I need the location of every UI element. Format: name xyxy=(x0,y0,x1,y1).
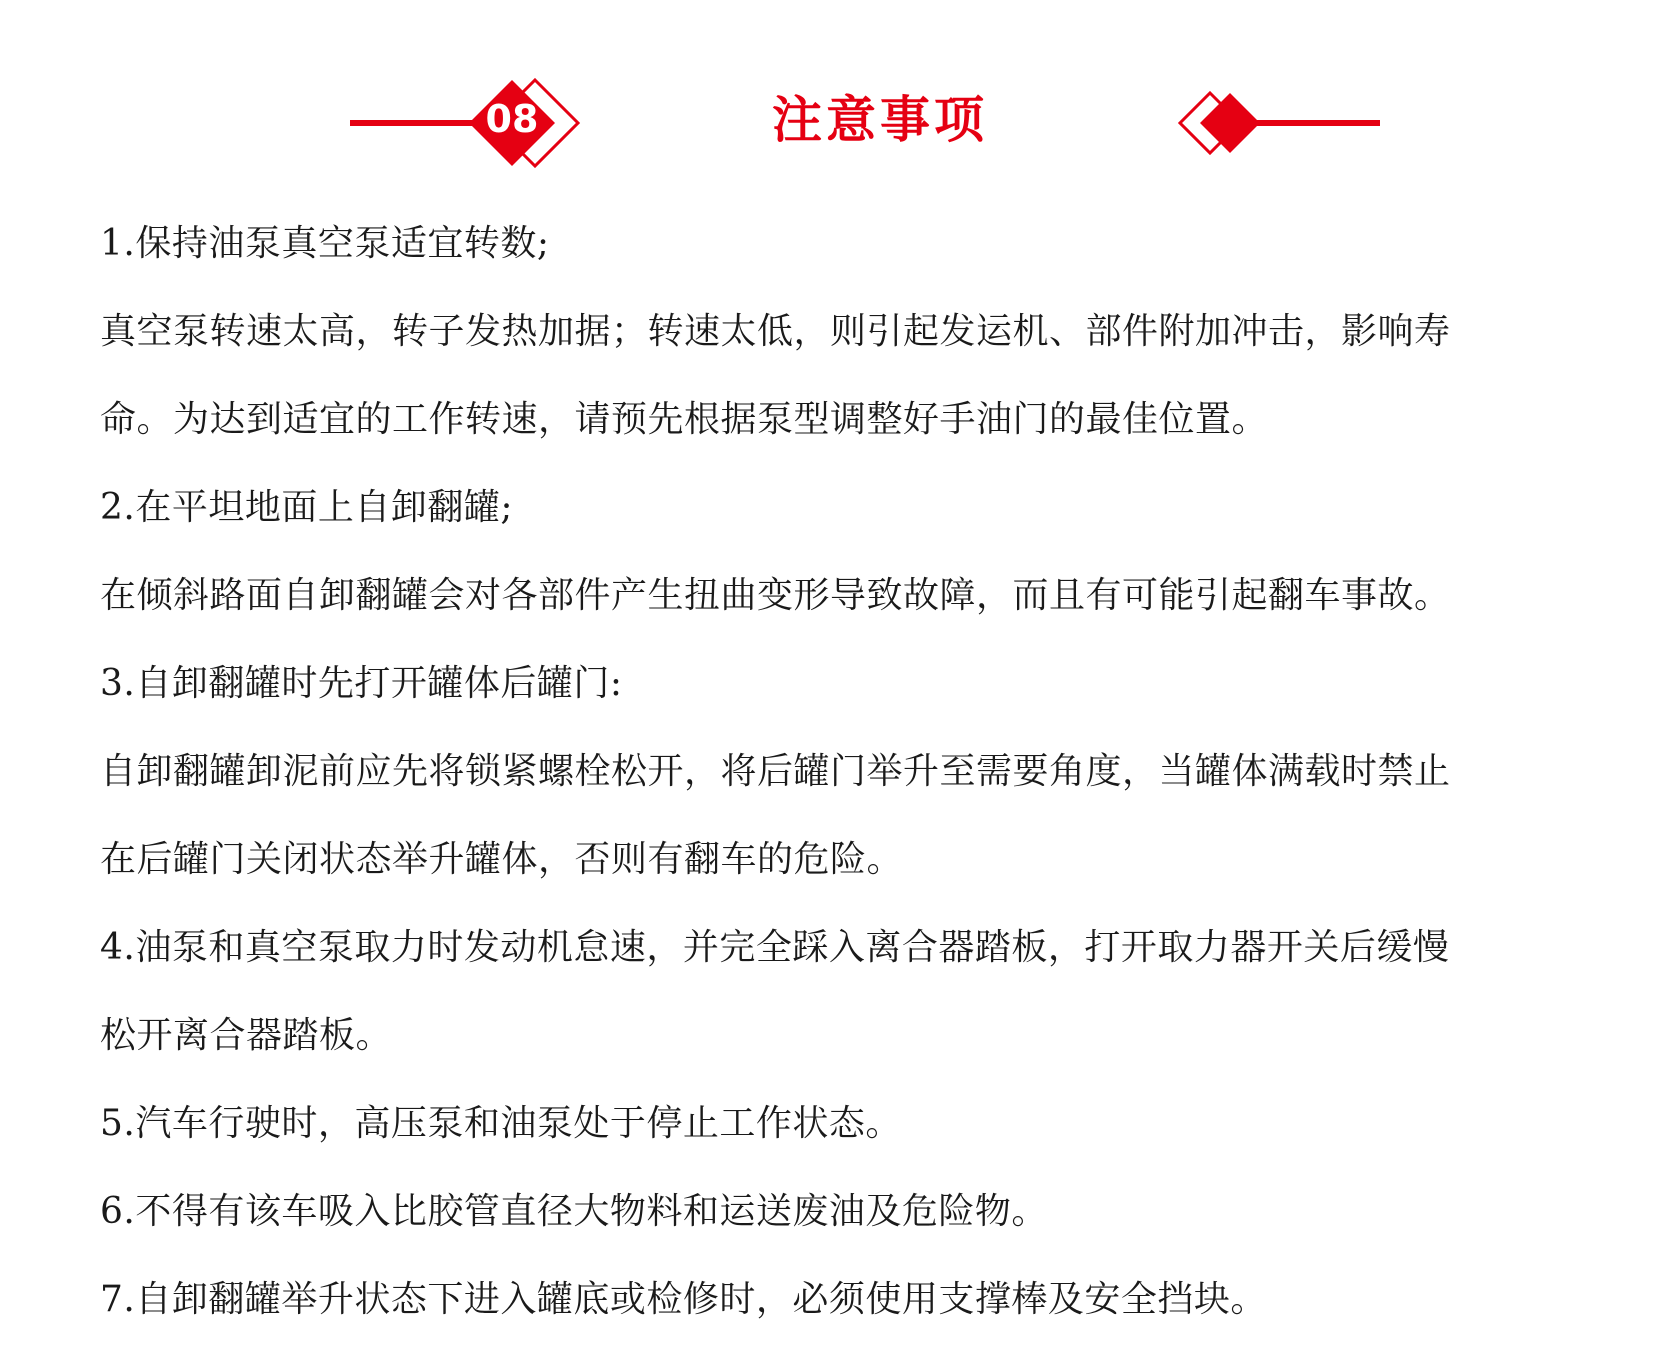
right-filled-diamond-icon xyxy=(1200,93,1260,153)
note-line: 1.保持油泵真空泵适宜转数; xyxy=(100,223,550,264)
page-title: 注意事项 xyxy=(772,91,988,149)
note-line: 3.自卸翻罐时先打开罐体后罐门: xyxy=(100,663,623,704)
note-line: 命。为达到适宜的工作转速，请预先根据泵型调整好手油门的最佳位置。 xyxy=(100,399,1269,440)
note-line: 6.不得有该车吸入比胶管直径大物料和运送废油及危险物。 xyxy=(100,1191,1048,1232)
note-line: 松开离合器踏板。 xyxy=(100,1015,393,1056)
note-line: 5.汽车行驶时，高压泵和油泵处于停止工作状态。 xyxy=(100,1103,902,1144)
note-line: 在后罐门关闭状态举升罐体，否则有翻车的危险。 xyxy=(100,839,904,880)
note-line: 真空泵转速太高，转子发热加据；转速太低，则引起发运机、部件附加冲击，影响寿 xyxy=(100,311,1451,352)
section-header xyxy=(0,0,1654,180)
section-number: 08 xyxy=(485,97,539,141)
note-line: 4.油泵和真空泵取力时发动机怠速，并完全踩入离合器踏板，打开取力器开关后缓慢 xyxy=(100,927,1450,968)
note-line: 在倾斜路面自卸翻罐会对各部件产生扭曲变形导致故障，而且有可能引起翻车事故。 xyxy=(100,575,1451,616)
notes-body xyxy=(100,200,1570,1344)
note-line: 7.自卸翻罐举升状态下进入罐底或检修时，必须使用支撑棒及安全挡块。 xyxy=(100,1279,1267,1320)
note-line: 2.在平坦地面上自卸翻罐; xyxy=(100,487,513,528)
note-line: 自卸翻罐卸泥前应先将锁紧螺栓松开，将后罐门举升至需要角度，当罐体满载时禁止 xyxy=(100,751,1451,792)
